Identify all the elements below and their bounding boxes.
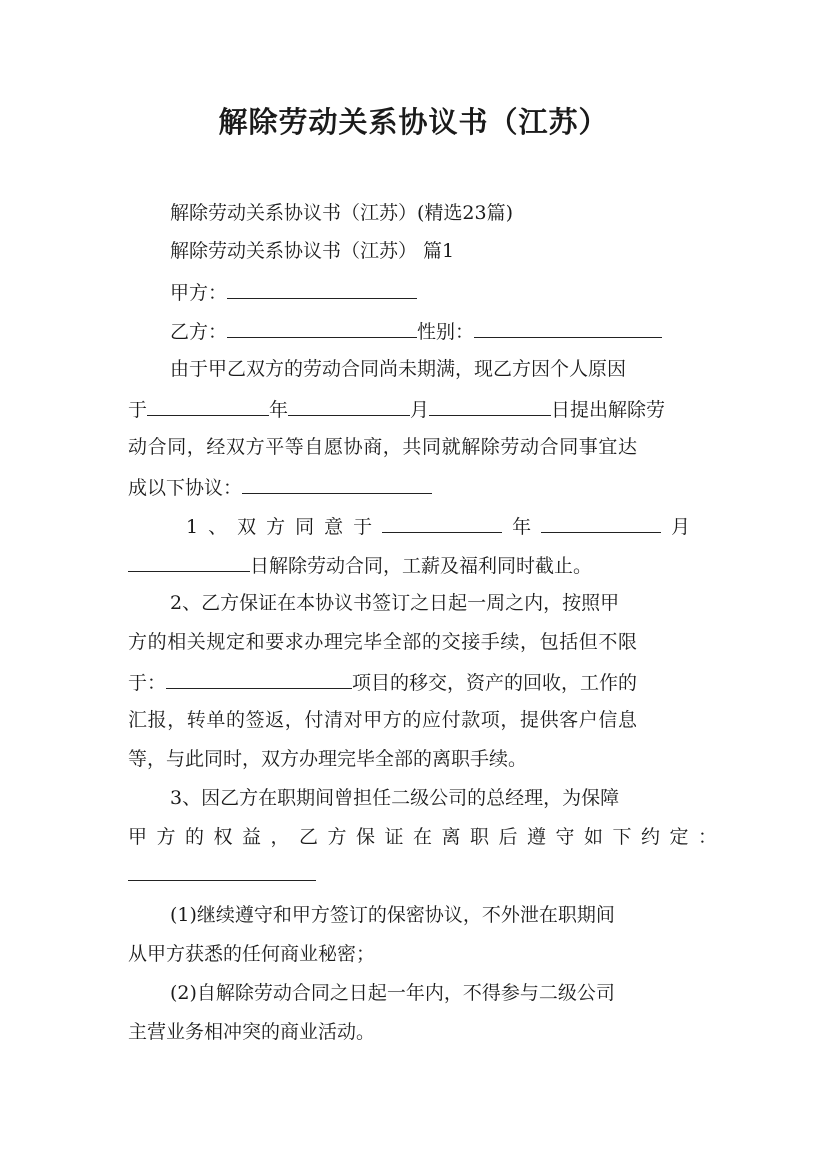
sub1-line2: 从甲方获悉的任何商业秘密；: [128, 943, 376, 965]
item3-line2: 甲方的权益，乙方保证在离职后遵守如下约定：: [128, 826, 727, 848]
document-subtitle: 解除劳动关系协议书（江苏）(精选23篇): [170, 202, 514, 224]
article-heading: 解除劳动关系协议书（江苏） 篇1: [170, 240, 455, 262]
item1-line1: [186, 512, 690, 540]
item2-project-blank: [166, 668, 352, 689]
item1-month-blank: [541, 512, 661, 533]
item1-agree: 1、双方同意于: [186, 516, 383, 538]
para1-day: 日提出解除劳: [551, 399, 666, 421]
item2-line4: 汇报，转单的签返，付清对甲方的应付款项，提供客户信息: [128, 709, 638, 731]
party-a-label: 甲方：: [170, 282, 228, 304]
para1-year: 年: [269, 399, 289, 421]
item2-yu: 于：: [128, 672, 167, 694]
item1-year-blank: [382, 512, 502, 533]
party-a-blank: [227, 278, 417, 299]
party-b-line: [170, 317, 662, 345]
para1-line2: [128, 395, 702, 423]
party-a-line: [170, 278, 417, 306]
sub2-line1: (2)自解除劳动合同之日起一年内，不得参与二级公司: [170, 982, 615, 1004]
item1-month: 月: [671, 516, 691, 538]
party-b-blank: [227, 317, 417, 338]
item1-year: 年: [512, 516, 532, 538]
sub1-line1: (1)继续遵守和甲方签订的保密协议，不外泄在职期间: [170, 904, 615, 926]
para1-month-blank: [288, 395, 410, 416]
item2-line1: 2、乙方保证在本协议书签订之日起一周之内，按照甲: [170, 592, 620, 614]
para1-day-blank: [429, 395, 551, 416]
item1-line2: [128, 551, 592, 579]
item3-line3: [128, 860, 316, 888]
gender-blank: [474, 317, 662, 338]
para1-line1: 由于甲乙双方的劳动合同尚未期满，现乙方因个人原因: [170, 358, 627, 380]
gender-label: 性别：: [417, 321, 475, 343]
item2-line5: 等，与此同时，双方办理完毕全部的离职手续。: [128, 748, 528, 770]
para1-agreement: 成以下协议：: [128, 477, 243, 499]
item2-line2: 方的相关规定和要求办理完毕全部的交接手续，包括但不限: [128, 631, 638, 653]
item3-line1: 3、因乙方在职期间曾担任二级公司的总经理，为保障: [170, 787, 620, 809]
party-b-label: 乙方：: [170, 321, 228, 343]
para1-line4: [128, 473, 432, 501]
item1-end: 日解除劳动合同，工薪及福利同时截止。: [250, 555, 593, 577]
para1-year-blank: [147, 395, 269, 416]
document-title: 解除劳动关系协议书（江苏）: [218, 105, 609, 139]
para1-month: 月: [410, 399, 430, 421]
item2-project: 项目的移交，资产的回收，工作的: [352, 672, 638, 694]
item2-line3: [128, 668, 637, 696]
sub2-line2: 主营业务相冲突的商业活动。: [128, 1021, 376, 1043]
item1-day-blank: [128, 551, 250, 572]
para1-line3: 动合同，经双方平等自愿协商，共同就解除劳动合同事宜达: [128, 436, 638, 458]
para1-yu: 于: [128, 399, 148, 421]
para1-agreement-blank: [242, 473, 432, 494]
item3-blank: [128, 860, 316, 881]
